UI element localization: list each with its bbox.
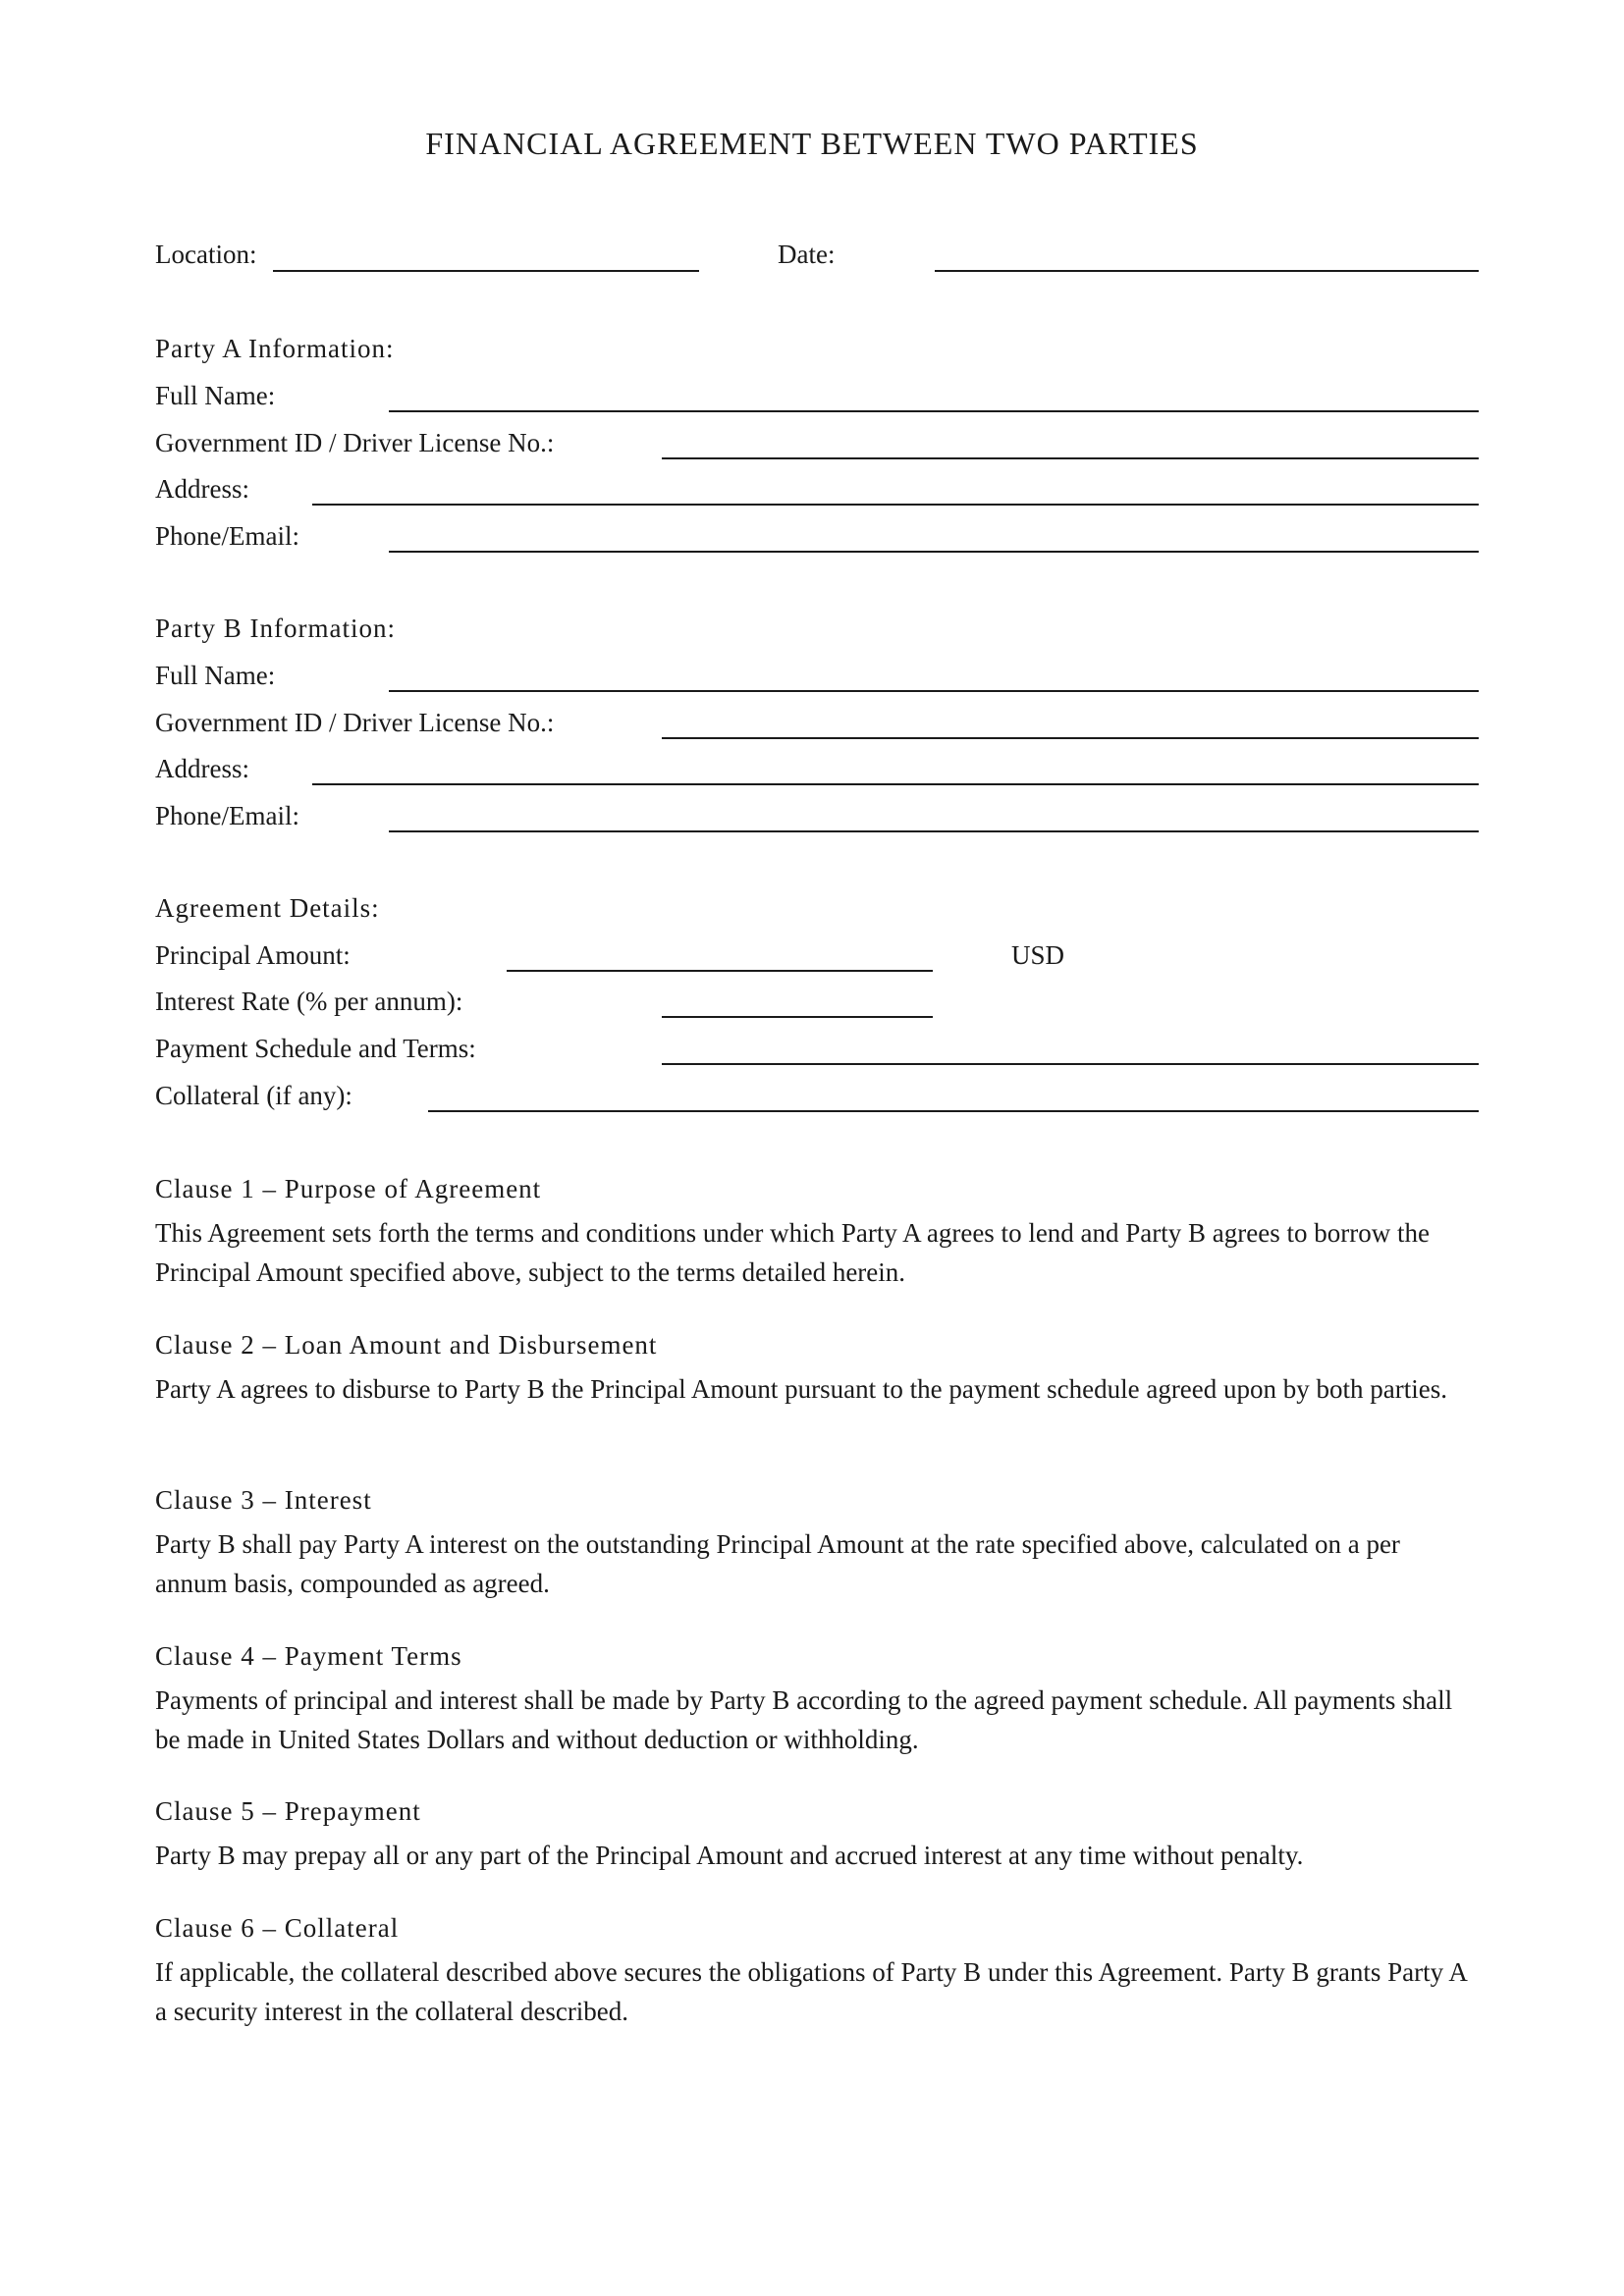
party-b-contact-label: Phone/Email: [155,801,299,830]
location-field[interactable] [273,270,699,272]
interest-rate-label: Interest Rate (% per annum): [155,987,463,1016]
date-field[interactable] [935,270,1479,272]
party-a-address-field[interactable] [312,504,1479,506]
principal-amount-label: Principal Amount: [155,940,351,970]
clause-5-body: Party B may prepay all or any part of the Principal Amount and accrued interest at any time without penalty. [155,1841,1304,1870]
clause-1-body: This Agreement sets forth the terms and conditions under which Party A agrees to lend and Party B agrees to borrow the Principal Amount specified above, subject to the terms detailed herein. [155,1218,1430,1287]
party-a-address-label: Address: [155,474,249,504]
currency-label: USD [1011,940,1065,970]
date-label: Date: [778,240,836,269]
principal-amount-field[interactable] [507,970,933,972]
payment-schedule-field[interactable] [662,1063,1479,1065]
party-a-full-name-field[interactable] [389,410,1479,412]
party-b-id-field[interactable] [662,737,1479,739]
clause-1-heading: Clause 1 – Purpose of Agreement [155,1174,542,1203]
party-b-address-label: Address: [155,754,249,783]
payment-schedule-label: Payment Schedule and Terms: [155,1034,476,1063]
party-b-address-field[interactable] [312,783,1479,785]
clause-5-heading: Clause 5 – Prepayment [155,1796,421,1826]
clause-6-heading: Clause 6 – Collateral [155,1913,400,1943]
collateral-field[interactable] [428,1110,1479,1112]
party-a-full-name-label: Full Name: [155,381,276,410]
clause-3-body: Party B shall pay Party A interest on the outstanding Principal Amount at the rate specified above, calculated on a per annum basis, compounded as agreed. [155,1529,1400,1598]
party-a-id-field[interactable] [662,457,1479,459]
clause-2-body: Party A agrees to disburse to Party B the Principal Amount pursuant to the payment schedule agreed upon by both parties. [155,1374,1447,1404]
clause-4-heading: Clause 4 – Payment Terms [155,1641,462,1671]
party-b-full-name-field[interactable] [389,690,1479,692]
clause-4-body: Payments of principal and interest shall be made by Party B according to the agreed payment schedule. All payments shall be made in United States Dollars and without deduction or withholding. [155,1685,1453,1754]
interest-rate-field[interactable] [662,1016,933,1018]
location-label: Location: [155,240,257,269]
party-b-heading: Party B Information: [155,614,396,643]
party-b-id-label: Government ID / Driver License No.: [155,708,555,737]
clause-6-body: If applicable, the collateral described above secures the obligations of Party B under this Agreement. Party B grants Party A a security interest in the collateral described. [155,1957,1467,2026]
clause-3-heading: Clause 3 – Interest [155,1485,372,1515]
agreement-details-heading: Agreement Details: [155,893,380,923]
document-title: FINANCIAL AGREEMENT BETWEEN TWO PARTIES [425,126,1199,161]
collateral-label: Collateral (if any): [155,1081,352,1110]
party-a-heading: Party A Information: [155,334,395,363]
party-b-contact-field[interactable] [389,830,1479,832]
party-a-contact-label: Phone/Email: [155,521,299,551]
party-b-full-name-label: Full Name: [155,661,276,690]
party-a-id-label: Government ID / Driver License No.: [155,428,555,457]
clause-2-heading: Clause 2 – Loan Amount and Disbursement [155,1330,658,1360]
party-a-contact-field[interactable] [389,551,1479,553]
